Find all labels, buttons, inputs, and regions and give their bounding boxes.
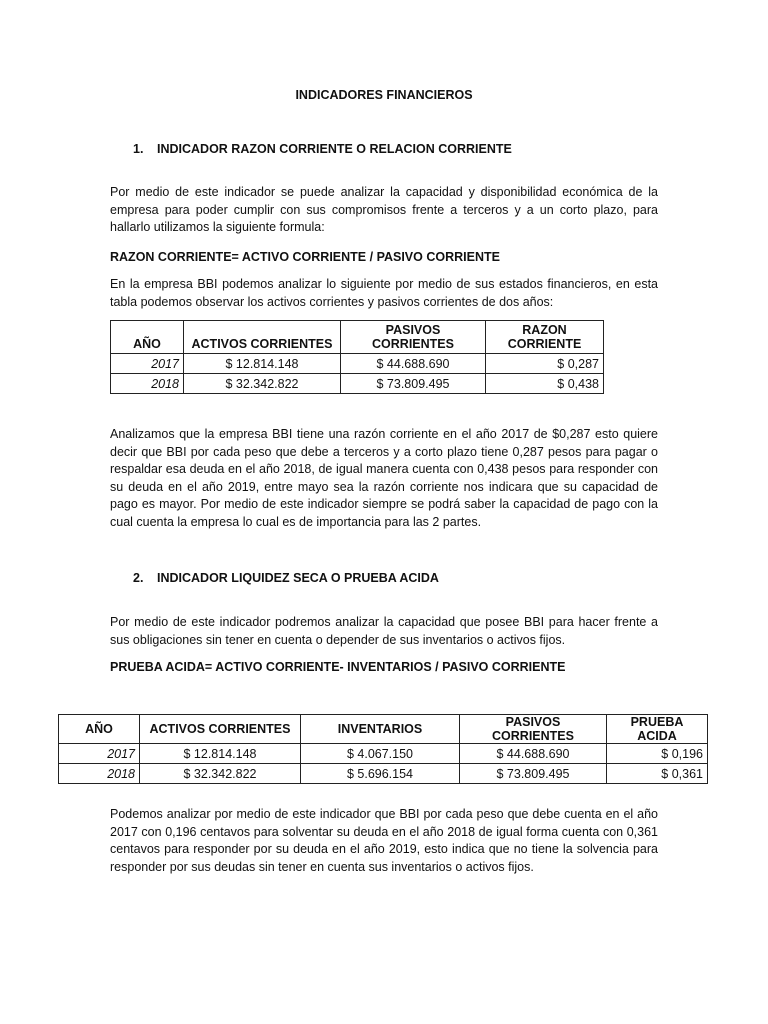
section-2-number: 2. <box>133 571 144 585</box>
header-prueba-acida: PRUEBA ACIDA <box>607 715 708 744</box>
cell-razon-symbol: $ <box>557 356 565 371</box>
document-title: INDICADORES FINANCIEROS <box>295 88 473 102</box>
table-row <box>111 354 604 374</box>
cell-activos: $ 12.814.148 <box>140 744 301 764</box>
cell-pasivos: $ 73.809.495 <box>460 764 607 784</box>
cell-pasivos: $ 44.688.690 <box>460 744 607 764</box>
cell-activos: $ 12.814.148 <box>184 354 341 374</box>
section-1-number: 1. <box>133 142 144 156</box>
section-2-heading <box>133 571 439 585</box>
prueba-acida-table <box>58 714 708 784</box>
section-1-lead: En la empresa BBI podemos analizar lo siguiente por medio de sus estados financieros, en esta tabla podemos observar los activos corrientes y pasivos corrientes de dos años: <box>110 277 658 309</box>
cell-activos: $ 32.342.822 <box>140 764 301 784</box>
section-1-intro: Por medio de este indicador se puede analizar la capacidad y disponibilidad económica de la empresa para poder cumplir con sus compromisos frente a terceros y a un corto plazo, para hallarlo utilizamos la siguiente formula: <box>110 185 658 235</box>
section-2-formula: PRUEBA ACIDA= ACTIVO CORRIENTE- INVENTARIOS / PASIVO CORRIENTE <box>110 660 566 674</box>
cell-prueba <box>607 744 708 764</box>
cell-year: 2017 <box>111 354 184 374</box>
header-ano: AÑO <box>111 321 184 354</box>
section-1-analysis: Analizamos que la empresa BBI tiene una razón corriente en el año 2017 de $0,287 esto quiere decir que BBI por cada peso que debe a terceros y a corto plazo tiene 0,287 pesos para pagar o respaldar esa deuda en el año 2018, de igual manera cuenta con 0,438 pesos para responder con su deuda en el año 2019, entre mayo sea la razón corriente nos indicara que su capacidad de pago es mayor. Por medio de este indicador siempre se podrá saber la capacidad de pago con la cual cuenta la empresa lo cual es de importancia para las 2 partes. <box>110 427 658 529</box>
cell-prueba-symbol: $ <box>661 746 669 761</box>
cell-prueba-value: 0,196 <box>671 746 703 761</box>
cell-razon-symbol: $ <box>557 376 565 391</box>
header-pasivos-corrientes: PASIVOS CORRIENTES <box>341 321 486 354</box>
razon-corriente-table <box>110 320 604 394</box>
cell-year: 2018 <box>59 764 140 784</box>
section-2-heading-text: INDICADOR LIQUIDEZ SECA O PRUEBA ACIDA <box>157 571 439 585</box>
section-2-intro: Por medio de este indicador podremos analizar la capacidad que posee BBI para hacer frente a sus obligaciones sin tener en cuenta o depender de sus inventarios o activos fijos. <box>110 615 658 647</box>
cell-inventarios: $ 4.067.150 <box>301 744 460 764</box>
header-inventarios: INVENTARIOS <box>301 715 460 744</box>
cell-year: 2017 <box>59 744 140 764</box>
cell-prueba-symbol: $ <box>661 766 669 781</box>
cell-inventarios: $ 5.696.154 <box>301 764 460 784</box>
cell-year: 2018 <box>111 374 184 394</box>
header-activos-corrientes: ACTIVOS CORRIENTES <box>140 715 301 744</box>
section-1-heading-text: INDICADOR RAZON CORRIENTE O RELACION CORRIENTE <box>157 142 512 156</box>
cell-razon <box>486 374 604 394</box>
header-razon-corriente: RAZON CORRIENTE <box>486 321 604 354</box>
cell-prueba-value: 0,361 <box>671 766 703 781</box>
cell-prueba <box>607 764 708 784</box>
table-header-row <box>111 321 604 354</box>
section-1-heading <box>133 142 512 156</box>
table-header-row <box>59 715 708 744</box>
header-ano: AÑO <box>59 715 140 744</box>
section-1-formula: RAZON CORRIENTE= ACTIVO CORRIENTE / PASIVO CORRIENTE <box>110 250 500 264</box>
cell-razon <box>486 354 604 374</box>
section-2-analysis: Podemos analizar por medio de este indicador que BBI por cada peso que debe cuenta en el año 2017 con 0,196 centavos para solventar su deuda en el año 2018 de igual forma cuenta con 0,361 centavos para responder por su deuda en el año 2019, esto indica que no tiene la solvencia para responder por sus deudas sin tener en cuenta sus inventarios o activos fijos. <box>110 807 658 874</box>
cell-razon-value: 0,287 <box>567 356 599 371</box>
cell-pasivos: $ 44.688.690 <box>341 354 486 374</box>
header-pasivos-corrientes: PASIVOS CORRIENTES <box>460 715 607 744</box>
cell-activos: $ 32.342.822 <box>184 374 341 394</box>
table-row <box>59 744 708 764</box>
table-row <box>111 374 604 394</box>
cell-pasivos: $ 73.809.495 <box>341 374 486 394</box>
cell-razon-value: 0,438 <box>567 376 599 391</box>
table-row <box>59 764 708 784</box>
header-activos-corrientes: ACTIVOS CORRIENTES <box>184 321 341 354</box>
